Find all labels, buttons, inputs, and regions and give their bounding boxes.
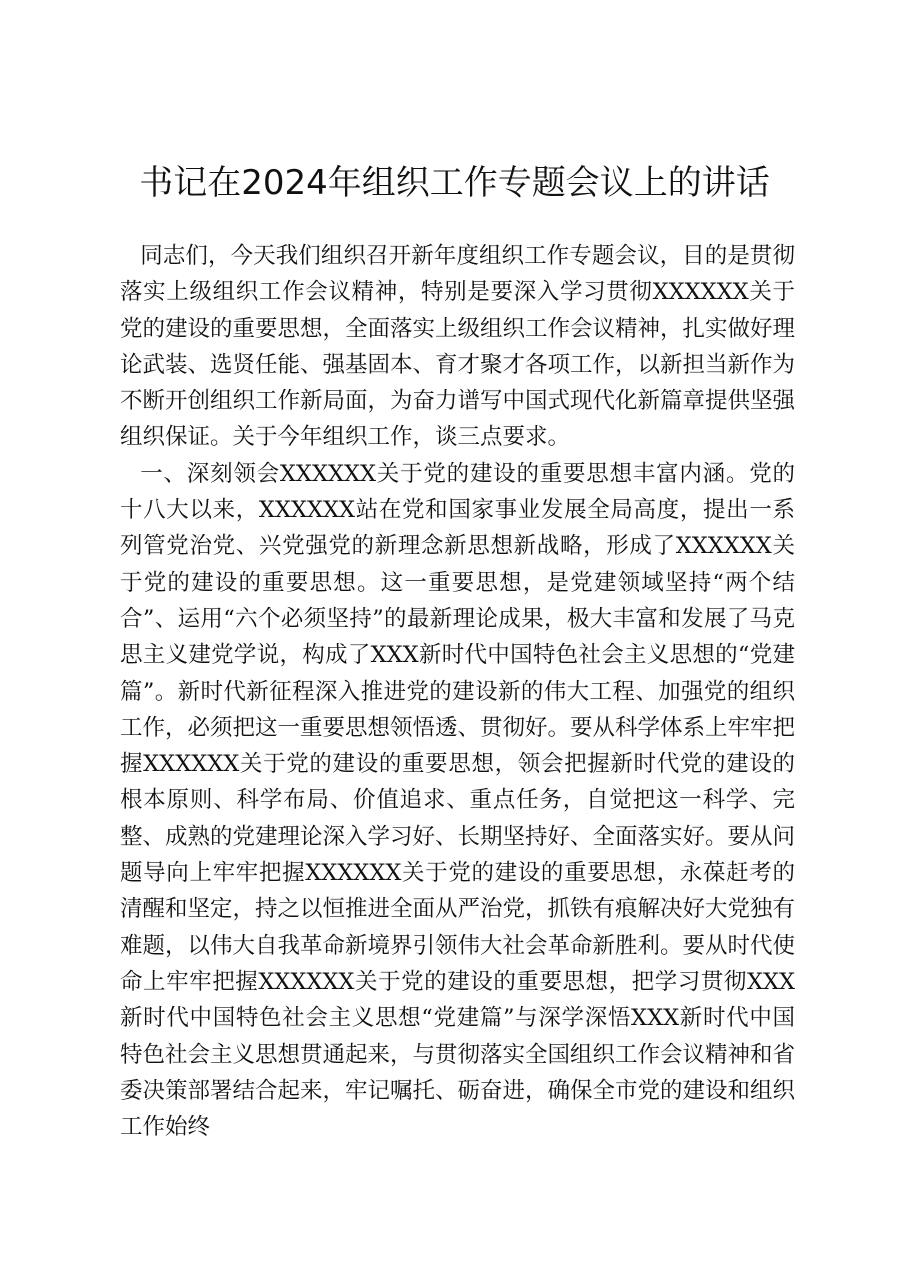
paragraph-intro: 同志们，今天我们组织召开新年度组织工作专题会议，目的是贯彻落实上级组织工作会议精神，特别是要深入学习贯彻XXXXXX关于党的建设的重要思想，全面落实上级组织工作会议精神，扎实做好理论武装、选贤任能、强基固本、育才聚才各项工作，以新担当新作为不断开创组织工作新局面，为奋力谱写中国式现代化新篇章提供坚强组织保证。关于今年组织工作，谈三点要求。 [120,243,796,451]
document-body [120,238,795,1145]
paragraph-section-one: 一、深刻领会XXXXXX关于党的建设的重要思想丰富内涵。党的十八大以来，XXXXXX站在党和国家事业发展全局高度，提出一系列管党治党、兴党强党的新理念新思想新战略，形成了XXXXXX关于党的建设的重要思想。这一重要思想，是党建领域坚持“两个结合”、运用“六个必须坚持”的最新理论成果，极大丰富和发展了马克思主义建党学说，构成了XXX新时代中国特色社会主义思想的“党建篇”。新时代新征程深入推进党的建设新的伟大工程、加强党的组织工作，必须把这一重要思想领悟透、贯彻好。要从科学体系上牢牢把握XXXXXX关于党的建设的重要思想，领会把握新时代党的建设的根本原则、科学布局、价值追求、重点任务，自觉把这一科学、完整、成熟的党建理论深入学习好、长期坚持好、全面落实好。要从问题导向上牢牢把握XXXXXX关于党的建设的重要思想，永葆赶考的清醒和坚定，持之以恒推进全面从严治党，抓铁有痕解决好大党独有难题，以伟大自我革命新境界引领伟大社会革命新胜利。要从时代使命上牢牢把握XXXXXX关于党的建设的重要思想，把学习贯彻XXX新时代中国特色社会主义思想“党建篇”与深学深悟XXX新时代中国特色社会主义思想贯通起来，与贯彻落实全国组织工作会议精神和省委决策部署结合起来，牢记嘱托、砺奋进，确保全市党的建设和组织工作始终 [120,460,796,1141]
document-title: 书记在2024年组织工作专题会议上的讲话 [139,163,770,203]
